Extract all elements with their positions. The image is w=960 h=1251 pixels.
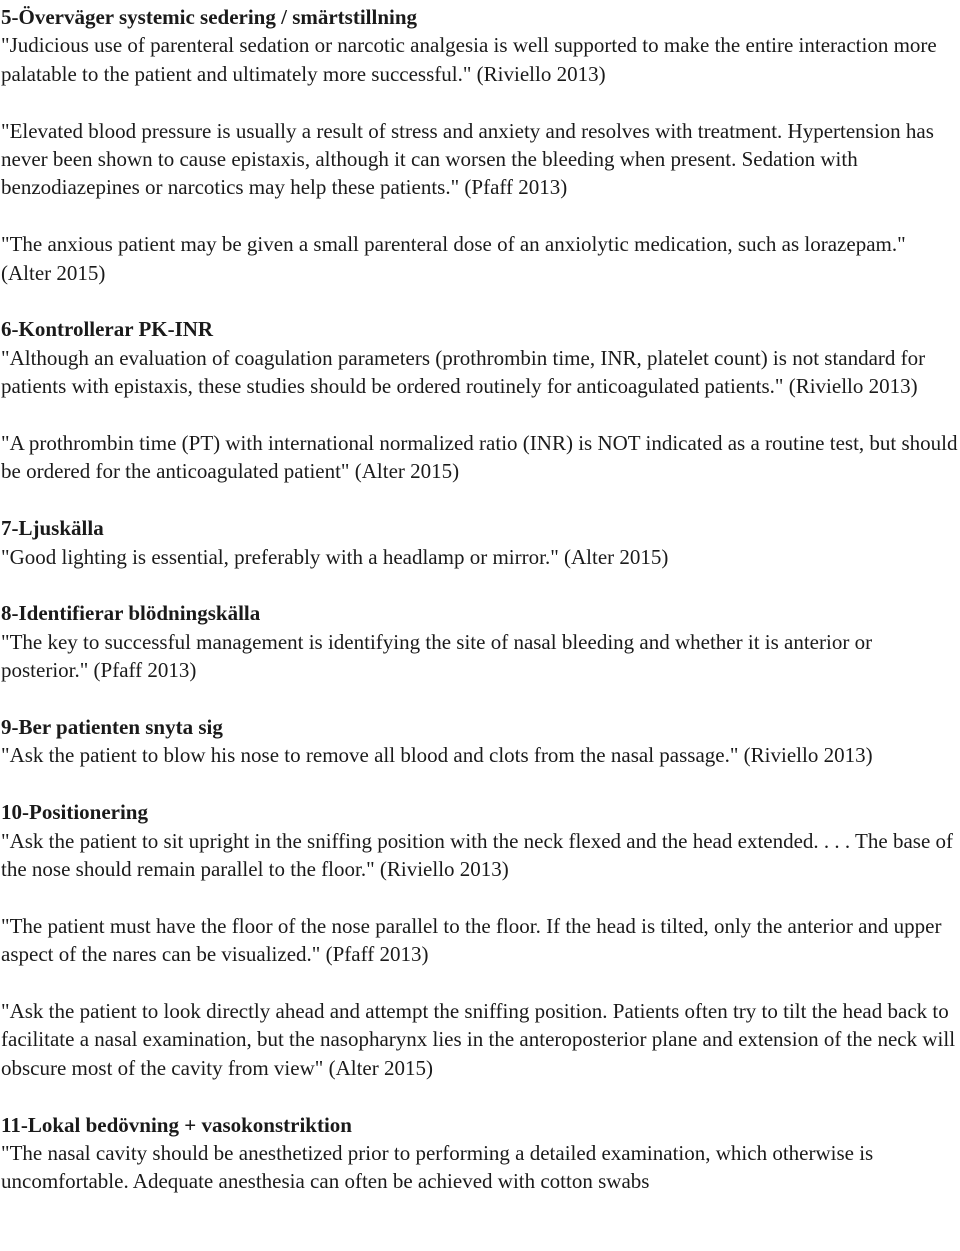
quote-paragraph: "Ask the patient to sit upright in the sniffing position with the neck flexed and the head extended. . . . The base of the nose should remain parallel to the floor." (Riviello 2013): [1, 828, 954, 882]
quote-paragraph: "Although an evaluation of coagulation parameters (prothrombin time, INR, platelet count) is not standard for patients with epistaxis, these studies should be ordered routinely for anticoagulated patients." (Riviello 2013): [1, 345, 926, 399]
section-11: [1, 1111, 960, 1196]
section-7: [1, 514, 960, 571]
quote-paragraph: "Good lighting is essential, preferably with a headlamp or mirror." (Alter 2015): [1, 544, 669, 569]
quote-paragraph: "Elevated blood pressure is usually a result of stress and anxiety and resolves with treatment. Hypertension has never been shown to cause epistaxis, although it can worsen the bleeding when present. Sedation with benzodiazepines or narcotics may help these patients." (Pfaff 2013): [1, 118, 934, 200]
section-heading: 7-Ljuskälla: [1, 516, 104, 541]
quote-paragraph: "The key to successful management is identifying the site of nasal bleeding and whether it is anterior or posterior." (Pfaff 2013): [1, 629, 873, 683]
quote-paragraph: "The patient must have the floor of the nose parallel to the floor. If the head is tilted, only the anterior and upper aspect of the nares can be visualized." (Pfaff 2013): [1, 913, 942, 967]
section-heading: 6-Kontrollerar PK-INR: [1, 317, 214, 342]
quote-paragraph: "Judicious use of parenteral sedation or narcotic analgesia is well supported to make the entire interaction more palatable to the patient and ultimately more successful." (Riviello 2013): [1, 33, 937, 86]
section-8: [1, 599, 960, 684]
quote-paragraph: "A prothrombin time (PT) with international normalized ratio (INR) is NOT indicated as a routine test, but should be ordered for the anticoagulated patient" (Alter 2015): [1, 431, 958, 484]
section-heading: 5-Överväger systemic sedering / smärtstillning: [1, 5, 418, 29]
section-heading: 11-Lokal bedövning + vasokonstriktion: [1, 1112, 352, 1137]
quote-paragraph: "The nasal cavity should be anesthetized prior to performing a detailed examination, which otherwise is uncomfortable. Adequate anesthesia can often be achieved with cotton swabs: [1, 1141, 874, 1194]
section-10: [1, 798, 960, 1082]
section-6: [1, 315, 960, 485]
section-9: [1, 713, 960, 770]
section-heading: 10-Positionering: [1, 800, 148, 825]
section-heading: 8-Identifierar blödningskälla: [1, 601, 261, 626]
section-5: [1, 3, 960, 287]
quote-paragraph: "The anxious patient may be given a small parenteral dose of an anxiolytic medication, such as lorazepam." (Alter 2015): [1, 232, 906, 285]
section-heading: 9-Ber patienten snyta sig: [1, 715, 223, 740]
quote-paragraph: "Ask the patient to blow his nose to remove all blood and clots from the nasal passage." (Riviello 2013): [1, 743, 873, 768]
quote-paragraph: "Ask the patient to look directly ahead and attempt the sniffing position. Patients often try to tilt the head back to facilitate a nasal examination, but the nasopharynx lies in the anteroposterior plane and extension of the neck will obscure most of the cavity from view" (Alter 2015): [1, 999, 956, 1080]
